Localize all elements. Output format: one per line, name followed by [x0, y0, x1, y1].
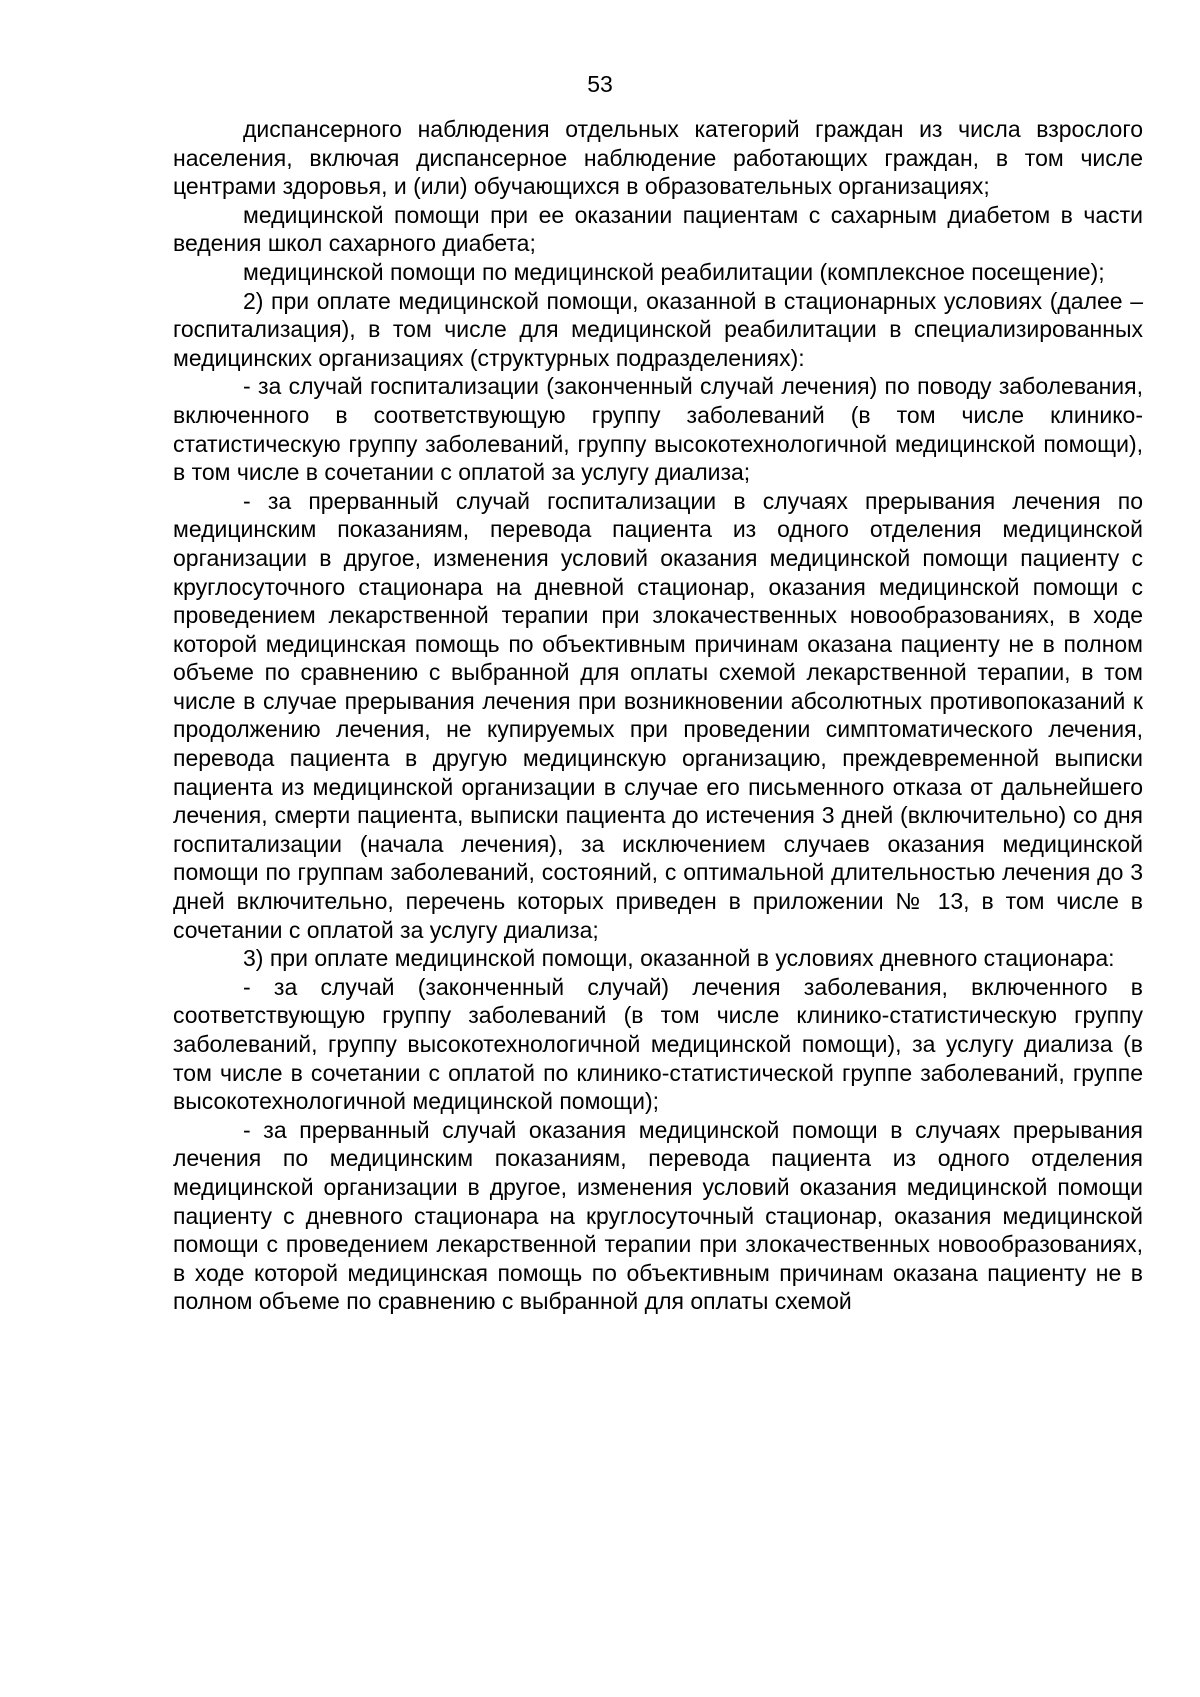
page-number: 53	[587, 71, 613, 97]
paragraph: - за прерванный случай оказания медицинской помощи в случаях прерывания лечения по медицинским показаниям, перевода пациента из одного отделения медицинской организации в другое, изменения условий оказания медицинской помощи пациенту с дневного стационара на круглосуточный стационар, оказания медицинской помощи с проведением лекарственной терапии при злокачественных новообразованиях, в ходе которой медицинская помощь по объективным причинам оказана пациенту не в полном объеме по сравнению с выбранной для оплаты схемой	[173, 1116, 1143, 1315]
paragraph: - за случай госпитализации (законченный случай лечения) по поводу заболевания, включенного в соответствующую группу заболеваний (в том числе клинико-статистическую группу заболеваний, группу высокотехнологичной медицинской помощи), в том числе в сочетании с оплатой за услугу диализа;	[173, 373, 1143, 486]
paragraph: 3) при оплате медицинской помощи, оказанной в условиях дневного стационара:	[243, 945, 1115, 972]
document-body	[173, 115, 1143, 1316]
paragraph: - за прерванный случай госпитализации в случаях прерывания лечения по медицинским показаниям, перевода пациента из одного отделения медицинской организации в другое, изменения условий оказания медицинской помощи пациенту с круглосуточного стационара на дневной стационар, оказания медицинской помощи с проведением лекарственной терапии при злокачественных новообразованиях, в ходе которой медицинская помощь по объективным причинам оказана пациенту не в полном объеме по сравнению с выбранной для оплаты схемой лекарственной терапии, в том числе в случае прерывания лечения при возникновении абсолютных противопоказаний к продолжению лечения, не купируемых при проведении симптоматического лечения, перевода пациента в другую медицинскую организацию, преждевременной выписки пациента из медицинской организации в случае его письменного отказа от дальнейшего лечения, смерти пациента, выписки пациента до истечения 3 дней (включительно) со дня госпитализации (начала лечения), за исключением случаев оказания медицинской помощи по группам заболеваний, состояний, с оптимальной длительностью лечения до 3 дней включительно, перечень которых приведен в приложении № 13, в том числе в сочетании с оплатой за услугу диализа;	[173, 487, 1143, 943]
paragraph: медицинской помощи по медицинской реабилитации (комплексное посещение);	[243, 258, 1105, 285]
paragraph: диспансерного наблюдения отдельных категорий граждан из числа взрослого населения, включая диспансерное наблюдение работающих граждан, в том числе центрами здоровья, и (или) обучающихся в образовательных организациях;	[173, 116, 1143, 200]
paragraph: - за случай (законченный случай) лечения заболевания, включенного в соответствующую группу заболеваний (в том числе клинико-статистическую группу заболеваний, группу высокотехнологичной медицинской помощи), за услугу диализа (в том числе в сочетании с оплатой по клинико-статистической группе заболеваний, группе высокотехнологичной медицинской помощи);	[173, 973, 1143, 1115]
paragraph: 2) при оплате медицинской помощи, оказанной в стационарных условиях (далее – госпитализация), в том числе для медицинской реабилитации в специализированных медицинских организациях (структурных подразделениях):	[173, 287, 1143, 371]
paragraph: медицинской помощи при ее оказании пациентам с сахарным диабетом в части ведения школ сахарного диабета;	[173, 201, 1143, 257]
